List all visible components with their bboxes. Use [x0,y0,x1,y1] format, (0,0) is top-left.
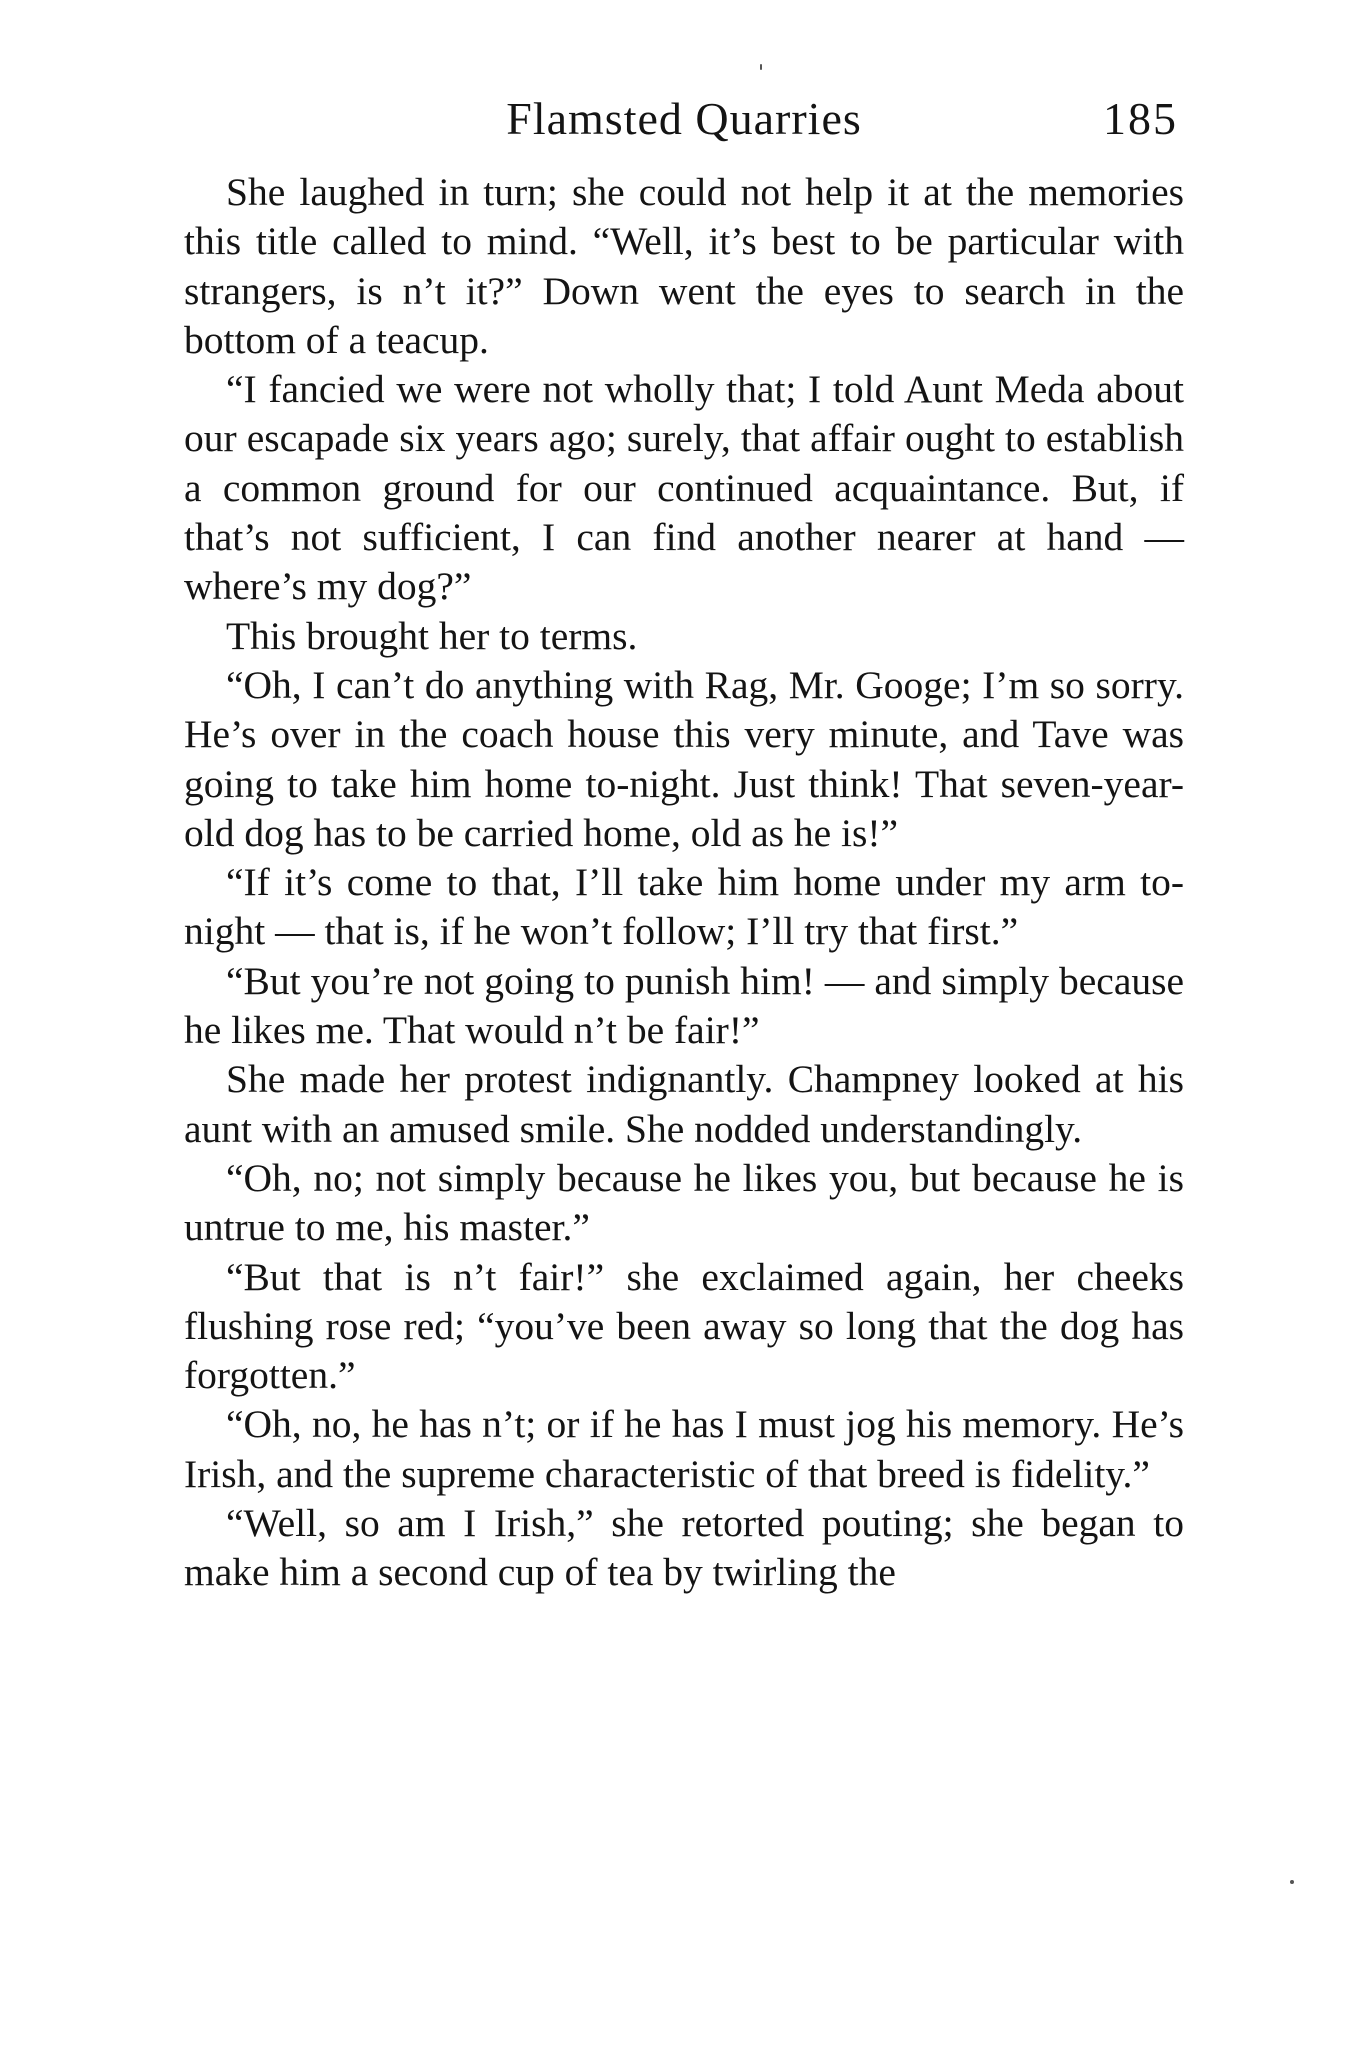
paragraph: This brought her to terms. [226,613,638,658]
body-text [184,168,1184,1598]
paragraph: She made her protest indignantly. Champney looked at his aunt with an amused smile. She nodded understandingly. [184,1057,1184,1151]
paper-speck [1290,1880,1294,1884]
paragraph: “Oh, I can’t do anything with Rag, Mr. Googe; I’m so sorry. He’s over in the coach house this very minute, and Tave was going to take him home to-night. Just think! That seven-year-old dog has to be carried home, old as he is!” [184,662,1184,855]
paragraph: “If it’s come to that, I’ll take him home under my arm to-night — that is, if he won’t follow; I’ll try that first.” [184,860,1184,954]
page-number: 185 [1103,93,1178,144]
running-head [184,92,1184,158]
paragraph: “But you’re not going to punish him! — and simply because he likes me. That would n’t be fair!” [184,958,1184,1053]
paragraph: “Oh, no; not simply because he likes you, but because he is untrue to me, his master.” [184,1155,1184,1250]
paper-speck [760,64,762,70]
running-title: Flamsted Quarries [506,93,862,144]
paragraph: “But that is n’t fair!” she exclaimed again, her cheeks flushing rose red; “you’ve been away so long that the dog has forgotten.” [184,1254,1184,1398]
book-page [184,92,1184,1598]
paragraph: “Oh, no, he has n’t; or if he has I must jog his memory. He’s Irish, and the supreme characteristic of that breed is fidelity.” [184,1402,1184,1496]
paragraph: “Well, so am I Irish,” she retorted pouting; she began to make him a second cup of tea by twirling the [184,1501,1184,1595]
paragraph: She laughed in turn; she could not help it at the memories this title called to mind. “Well, it’s best to be particular with strangers, is n’t it?” Down went the eyes to search in the bottom of a teacup. [184,170,1184,362]
paragraph: “I fancied we were not wholly that; I told Aunt Meda about our escapade six years ago; surely, that affair ought to establish a common ground for our continued acquaintance. But, if that’s not sufficient, I can find another nearer at hand — where’s my dog?” [184,367,1184,609]
